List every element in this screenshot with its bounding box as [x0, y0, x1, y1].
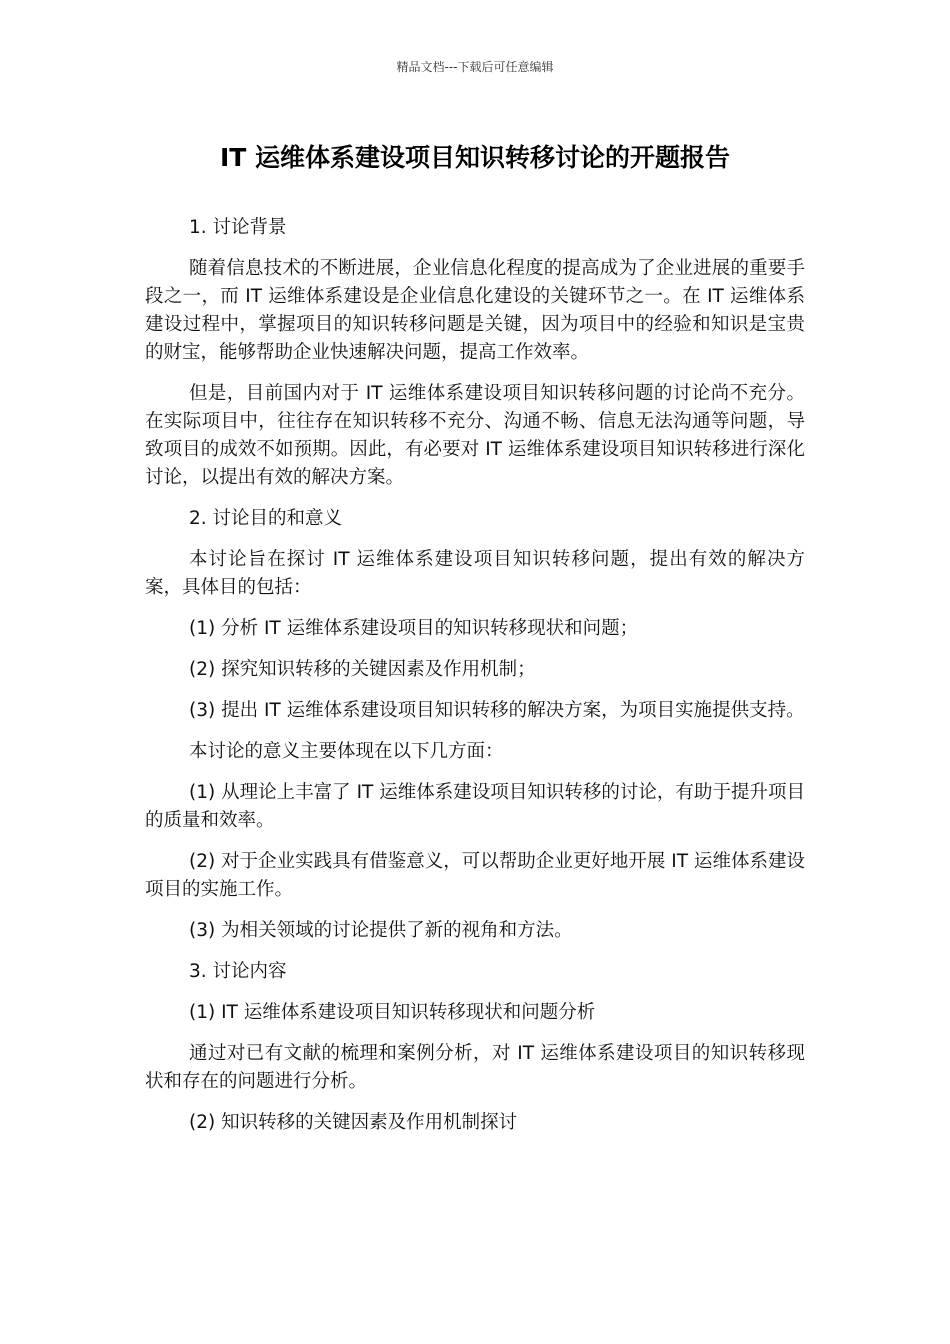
- list-item: (1) 分析 IT 运维体系建设项目的知识转移现状和问题；: [189, 618, 639, 639]
- document-title: IT 运维体系建设项目知识转移讨论的开题报告: [219, 143, 731, 172]
- list-item: (3) 提出 IT 运维体系建设项目知识转移的解决方案，为项目实施提供支持。: [189, 700, 805, 721]
- body-paragraph: 随着信息技术的不断进展，企业信息化程度的提高成为了企业进展的重要手段之一，而 IT 运维体系建设是企业信息化建设的关键环节之一。在 IT 运维体系建设过程中，掌握项目的知识转移问题是关键，因为项目中的经验和知识是宝贵的财宝，能够帮助企业快速解决问题，提高工作效率。: [145, 258, 805, 363]
- body-paragraph: 本讨论旨在探讨 IT 运维体系建设项目知识转移问题，提出有效的解决方案，具体目的包括：: [145, 549, 805, 598]
- body-paragraph: 但是，目前国内对于 IT 运维体系建设项目知识转移问题的讨论尚不充分。在实际项目中，往往存在知识转移不充分、沟通不畅、信息无法沟通等问题，导致项目的成效不如预期。因此，有必要对 IT 运维体系建设项目知识转移进行深化讨论，以提出有效的解决方案。: [145, 383, 805, 488]
- section-heading-purpose: 2. 讨论目的和意义: [189, 508, 343, 529]
- section-heading-background: 1. 讨论背景: [189, 217, 287, 238]
- list-item: (3) 为相关领域的讨论提供了新的视角和方法。: [189, 920, 573, 941]
- list-item: (2) 对于企业实践具有借鉴意义，可以帮助企业更好地开展 IT 运维体系建设项目的实施工作。: [145, 851, 805, 900]
- body-paragraph: 通过对已有文献的梳理和案例分析，对 IT 运维体系建设项目的知识转移现状和存在的问题进行分析。: [145, 1043, 805, 1092]
- subsection-heading: (2) 知识转移的关键因素及作用机制探讨: [189, 1112, 518, 1133]
- header-note: 精品文档---下载后可任意编辑: [396, 60, 554, 74]
- subsection-heading: (1) IT 运维体系建设项目知识转移现状和问题分析: [189, 1002, 596, 1023]
- list-item: (2) 探究知识转移的关键因素及作用机制；: [189, 659, 536, 680]
- body-paragraph: 本讨论的意义主要体现在以下几方面：: [189, 741, 504, 762]
- section-heading-content: 3. 讨论内容: [189, 961, 287, 982]
- document-body: [145, 214, 805, 1150]
- list-item: (1) 从理论上丰富了 IT 运维体系建设项目知识转移的讨论，有助于提升项目的质量和效率。: [145, 782, 805, 831]
